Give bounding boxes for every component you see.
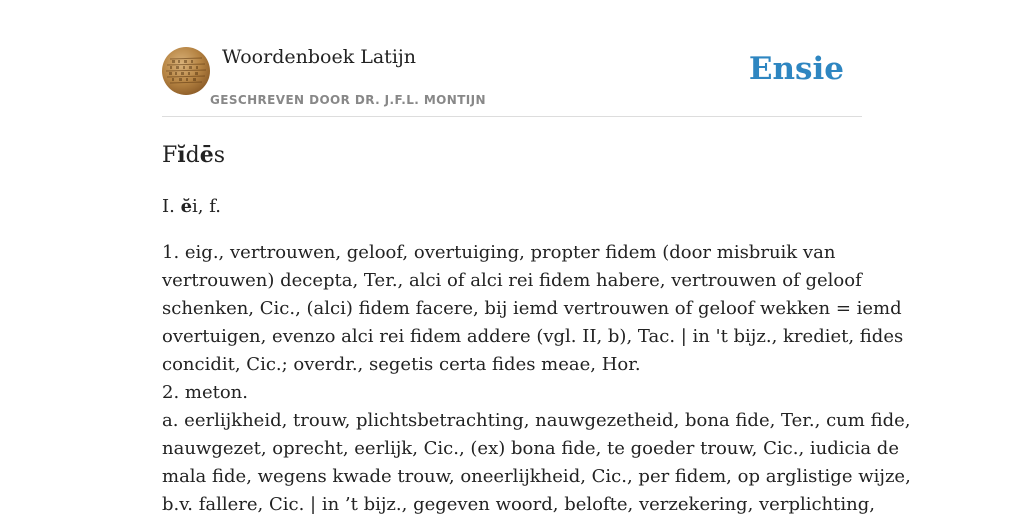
definition-line: overtuigen, evenzo alci rei fidem addere (vgl. II, b), Tac. | in 't bijz., krediet, fides [162, 326, 904, 347]
definition-line: schenken, Cic., (alci) fidem facere, bij iemd vertrouwen of geloof wekken = iemd [162, 298, 902, 319]
definition-line: a. eerlijkheid, trouw, plichtsbetrachting, nauwgezetheid, bona fide, Ter., cum fide, [162, 410, 911, 431]
headword-part: ē [199, 142, 214, 168]
definition-line: 2. meton. [162, 382, 249, 403]
definition-line: mala fide, wegens kwade trouw, oneerlijkheid, Cic., per fidem, op arglistige wijze, [162, 466, 911, 487]
grammar-part: I. [162, 196, 181, 217]
definition-line: vertrouwen) decepta, Ter., alci of alci rei fidem habere, vertrouwen of geloof [162, 270, 862, 291]
headword-part: d [185, 143, 200, 168]
headword-part: F [162, 143, 178, 168]
entry-grammar [162, 193, 862, 221]
brand-logo[interactable]: Ensie [748, 51, 844, 87]
header [162, 0, 862, 117]
entry-headword [162, 142, 225, 168]
definition-line: nauwgezet, oprecht, eerlijk, Cic., (ex) bona fide, te goeder trouw, Cic., iudicia de [162, 438, 899, 459]
author-byline: GESCHREVEN DOOR DR. J.F.L. MONTIJN [210, 93, 486, 107]
definition-line: 1. eig., vertrouwen, geloof, overtuiging, propter fidem (door misbruik van [162, 242, 836, 263]
bronze-tablet-icon[interactable] [162, 47, 210, 95]
headword-part: s [213, 143, 226, 168]
grammar-part: ĕ [180, 196, 193, 217]
definition-line: b.v. fallere, Cic. | in ’t bijz., gegeven woord, belofte, verzekering, verplichting, [162, 494, 875, 515]
entry-definition [162, 239, 911, 519]
page [162, 0, 911, 515]
grammar-part: i, f. [192, 196, 221, 217]
headword-part: ĭ [177, 142, 186, 168]
definition-line: concidit, Cic.; overdr., segetis certa fides meae, Hor. [162, 354, 641, 375]
book-title[interactable]: Woordenboek Latijn [222, 46, 417, 68]
